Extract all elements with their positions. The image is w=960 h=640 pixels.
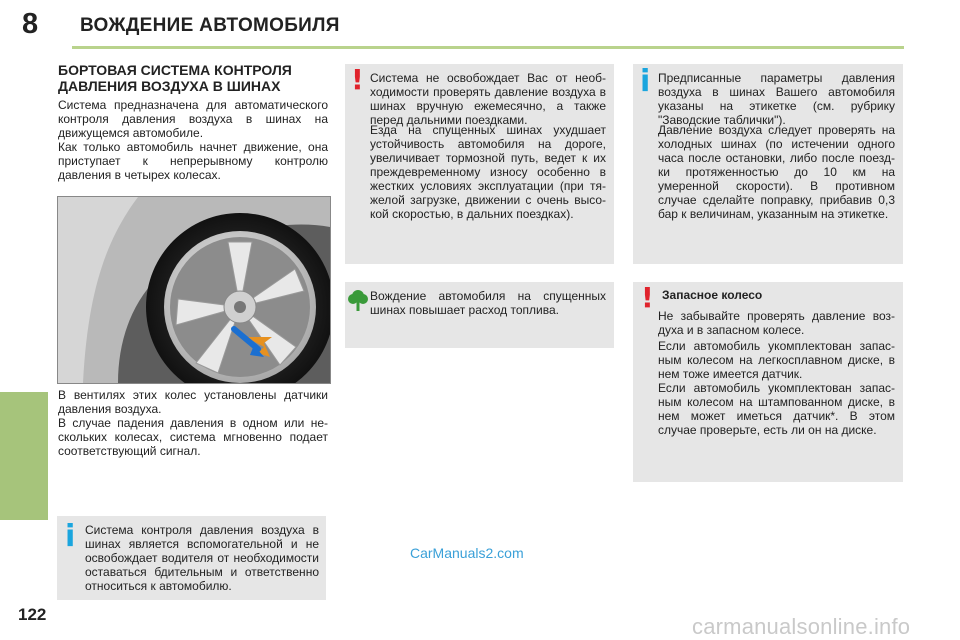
info-right-paragraph-1: Предписанные параметры давления воздуха в шинах Вашего автомобиля указаны на этикетке (см. рубрику "Заводские таблички"). bbox=[658, 71, 895, 127]
warning-box-middle bbox=[345, 64, 614, 264]
warning-paragraph-2: Езда на спущенных шинах ухудшает устойчивость автомобиля на дороге, увеличивает тормозной путь, ведет к их преждевременному износу особенно в жестких условиях эксплуатации (при тяжелой загрузке, движении с очень высокой скоростью, в дальних поездках). bbox=[370, 123, 606, 221]
section-title: БОРТОВАЯ СИСТЕМА КОНТРОЛЯ ДАВЛЕНИЯ ВОЗДУХА В ШИНАХ bbox=[58, 62, 292, 94]
chapter-title: ВОЖДЕНИЕ АВТОМОБИЛЯ bbox=[80, 15, 340, 36]
info-box-bottom-left bbox=[57, 516, 326, 600]
spare-paragraph-1: Не забывайте проверять давление воздуха и в запасном колесе. bbox=[658, 309, 895, 337]
spare-paragraph-2: Если автомобиль укомплектован запасным колесом на легкосплавном диске, в нем тоже имеется датчик. bbox=[658, 339, 895, 381]
leaf-tree-icon bbox=[348, 288, 368, 312]
spare-wheel-heading: Запасное колесо bbox=[662, 288, 763, 302]
eco-box bbox=[345, 282, 614, 348]
info-icon: i bbox=[65, 519, 76, 554]
watermark-carmanualsonline: carmanualsonline.info bbox=[692, 614, 911, 639]
page-number: 122 bbox=[18, 605, 47, 624]
chapter-number: 8 bbox=[22, 8, 39, 40]
info-box-right bbox=[633, 64, 903, 264]
info-box-text: Система контроля давления воздуха в шинах является вспомогательной и не освобождает водителя от необходимости оставаться бдительным и ответственно относиться к автомобилю. bbox=[85, 523, 319, 593]
wheel-photo bbox=[57, 196, 331, 384]
chapter-side-tab bbox=[0, 392, 48, 520]
header-divider bbox=[72, 46, 904, 49]
sensor-paragraph: В вентилях этих колес установлены датчики давления воздуха. bbox=[58, 388, 328, 416]
spare-paragraph-3: Если автомобиль укомплектован запасным колесом на штампованном диске, в нем может иметься датчик*. В этом случае проверьте, есть ли он на диске. bbox=[658, 381, 895, 437]
exclamation-icon: ! bbox=[641, 281, 654, 314]
exclamation-icon: ! bbox=[351, 63, 364, 96]
intro-paragraph-1: Система предназначена для автоматического контроля давления воздуха в шинах на движущемся автомобиле. bbox=[58, 98, 328, 140]
info-icon: i bbox=[640, 64, 651, 99]
info-right-paragraph-2: Давление воздуха следует проверять на холодных шинах (по истечении одного часа после остановки, либо после поездки протяженностью до 10 км на умеренной скорости). В противном случае сделайте поправку, прибавив 0,3 бар к величинам, указанным на этикетке. bbox=[658, 123, 895, 221]
intro-paragraph-2: Как только автомобиль начнет движение, она приступает к непрерывному контролю давления в четырех колесах. bbox=[58, 140, 328, 182]
alert-paragraph: В случае падения давления в одном или нескольких колесах, система мгновенно подает соответствующий сигнал. bbox=[58, 416, 328, 458]
eco-text: Вождение автомобиля на спущенных шинах повышает расход топлива. bbox=[370, 289, 606, 317]
warning-paragraph-1: Система не освобождает Вас от необходимости проверять давление воздуха в шинах вручную ежемесячно, а также перед дальними поездками. bbox=[370, 71, 606, 127]
watermark-carmanuals2: CarManuals2.com bbox=[410, 545, 524, 561]
warning-box-spare-wheel bbox=[633, 282, 903, 482]
